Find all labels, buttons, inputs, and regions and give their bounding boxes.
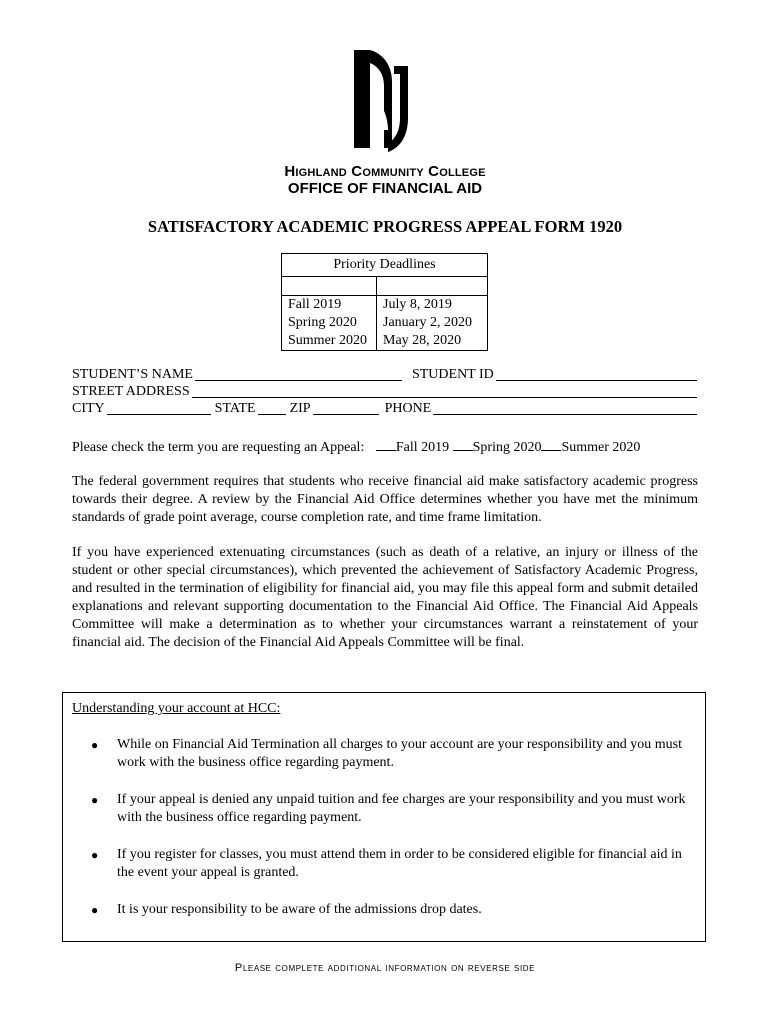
student-name-label: STUDENT’S NAME (72, 367, 193, 382)
priority-deadlines-table (281, 253, 488, 351)
table-row (282, 296, 488, 315)
bullet-icon: ● (91, 793, 99, 807)
list-item: ● If your appeal is denied any unpaid tuition and fee charges are your responsibility and you must work with the business office regarding payment. (91, 792, 686, 825)
zip-label: ZIP (289, 401, 311, 416)
term-prompt: Please check the term you are requesting an Appeal: (72, 440, 365, 455)
deadline-date: May 28, 2020 (377, 332, 488, 351)
term-option-fall: Fall 2019 (395, 440, 450, 455)
phone-label: PHONE (384, 401, 432, 416)
federal-requirement-paragraph: The federal government requires that students who receive financial aid make satisfactory academic progress towards their degree. A review by the Financial Aid Office determines whether you have met the minimum standards of grade point average, course completion rate, and time frame limitation. (72, 474, 698, 525)
extenuating-circumstances-paragraph: If you have experienced extenuating circumstances (such as death of a relative, an injury or illness of the student or other special circumstances), which prevented the achievement of Satisfactory Academic Progress, and resulted in the termination of eligibility for financial aid, you may file this appeal form and submit detailed explanations and relevant supporting documentation to the Financial Aid Office. The Financial Aid Appeals Committee will make a determination as to whether your circumstances warrant a reinstatement of your financial aid. The decision of the Financial Aid Appeals Committee will be final. (72, 545, 698, 650)
bullet-icon: ● (91, 738, 99, 752)
list-item: ● It is your responsibility to be aware of the admissions drop dates. (91, 902, 482, 917)
table-row (282, 314, 488, 332)
footer-note: Please complete additional information on reverse side (234, 962, 536, 974)
zip-field[interactable] (313, 401, 379, 415)
college-logo (348, 44, 412, 152)
phone-field[interactable] (433, 401, 697, 415)
student-name-field[interactable] (195, 367, 402, 381)
city-field[interactable] (107, 401, 211, 415)
term-checkbox-spring[interactable] (453, 437, 473, 451)
deadline-term: Summer 2020 (282, 332, 377, 351)
form-title: SATISFACTORY ACADEMIC PROGRESS APPEAL FORM 1920 (147, 217, 623, 236)
table-row (282, 332, 488, 351)
deadline-date: July 8, 2019 (377, 296, 488, 315)
deadline-date: January 2, 2020 (377, 314, 488, 332)
term-checkbox-fall[interactable] (376, 437, 396, 451)
list-item: ● If you register for classes, you must attend them in order to be considered eligible for financial aid in the event your appeal is granted. (91, 847, 682, 880)
office-name: OFFICE OF FINANCIAL AID (287, 180, 483, 197)
term-checkbox-summer[interactable] (541, 437, 561, 451)
deadline-term: Fall 2019 (282, 296, 377, 315)
street-address-label: STREET ADDRESS (72, 384, 190, 399)
state-field[interactable] (258, 401, 286, 415)
account-info-box (62, 692, 706, 942)
deadlines-heading: Priority Deadlines (282, 254, 488, 277)
term-selection (72, 437, 640, 456)
bullet-icon: ● (91, 903, 99, 917)
list-item: ● While on Financial Aid Termination all charges to your account are your responsibility and you must work with the business office regarding payment. (91, 737, 682, 770)
street-address-field[interactable] (192, 384, 697, 398)
student-info-fields (72, 366, 697, 417)
student-id-field[interactable] (496, 367, 697, 381)
city-label: CITY (72, 401, 105, 416)
state-label: STATE (214, 401, 256, 416)
term-option-spring: Spring 2020 (472, 440, 542, 455)
student-id-label: STUDENT ID (411, 367, 494, 382)
term-option-summer: Summer 2020 (561, 440, 641, 455)
deadline-term: Spring 2020 (282, 314, 377, 332)
college-name: Highland Community College (284, 163, 486, 180)
bullet-icon: ● (91, 848, 99, 862)
account-box-heading: Understanding your account at HCC: (72, 701, 281, 716)
